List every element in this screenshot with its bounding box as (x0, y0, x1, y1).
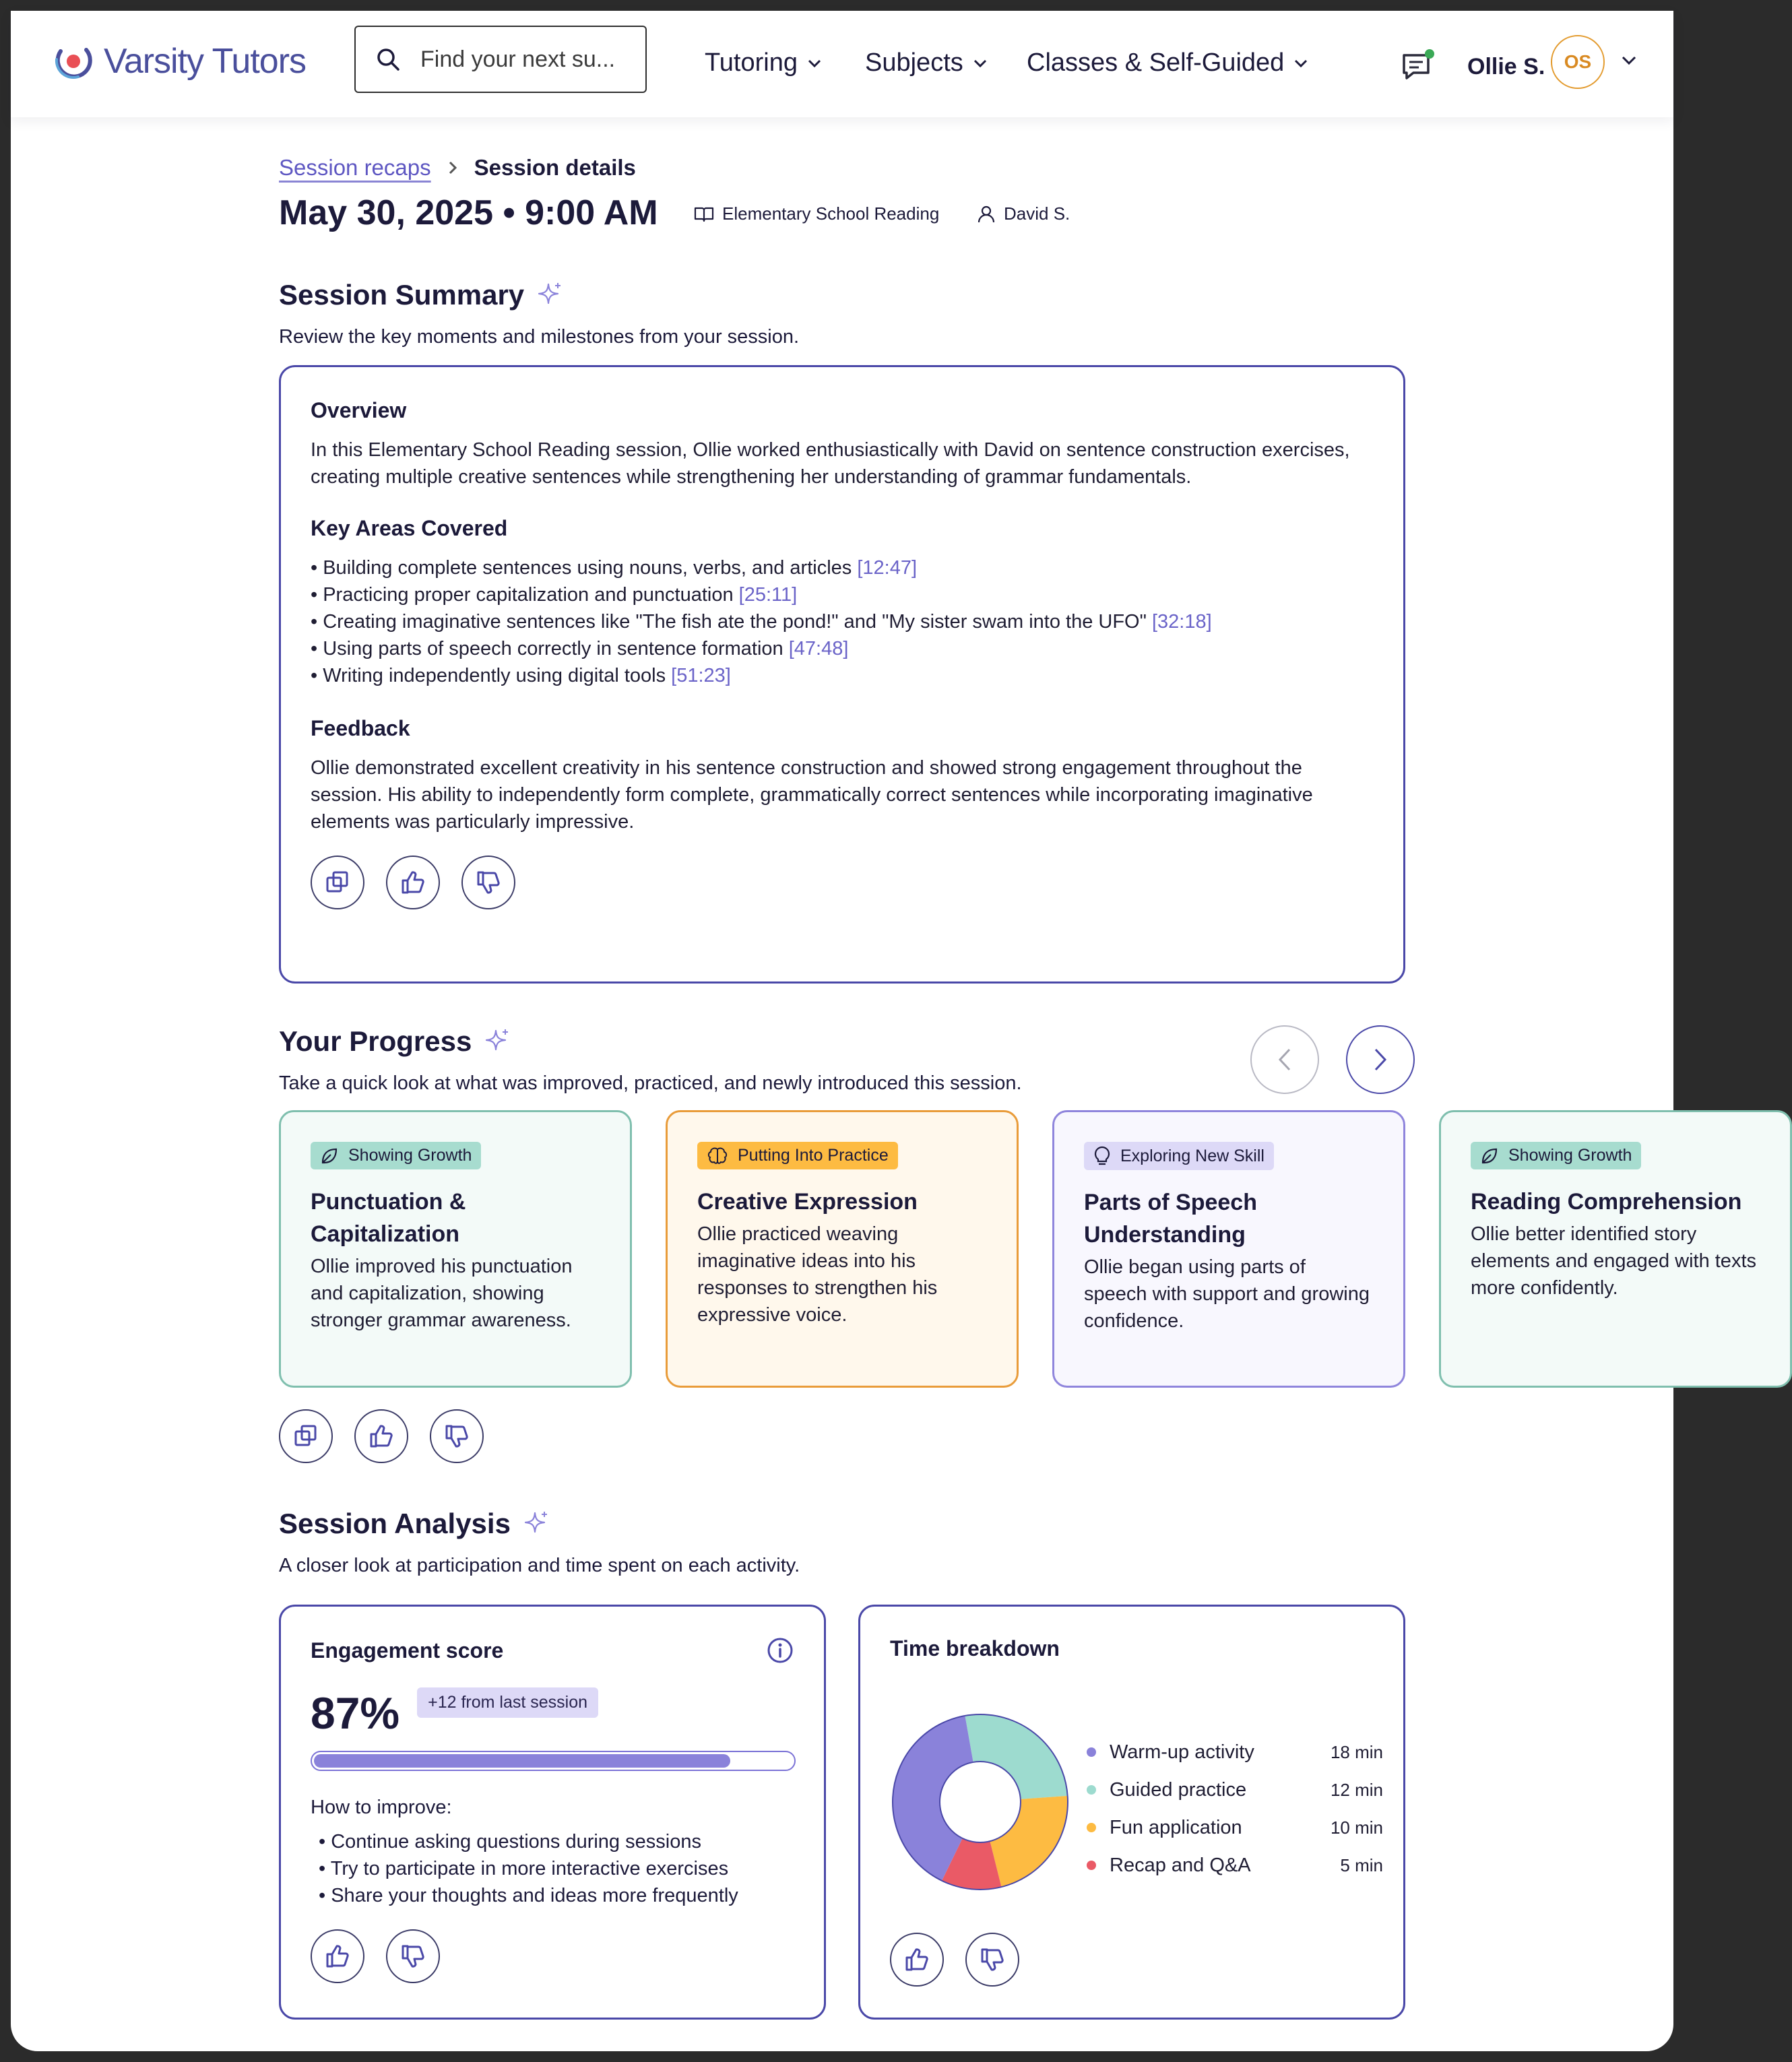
thumbs-down-icon (979, 1946, 1006, 1973)
timestamp-link[interactable]: [12:47] (857, 557, 918, 579)
progress-card-parts-of-speech[interactable] (1052, 1110, 1405, 1388)
list-item: • Writing independently using digital tools [51:23] (311, 662, 1374, 689)
copy-icon (293, 1423, 319, 1449)
progress-subtitle: Take a quick look at what was improved, practiced, and newly introduced this session. (279, 1072, 1022, 1094)
chevron-right-icon (1373, 1047, 1388, 1072)
overview-heading: Overview (311, 398, 407, 422)
legend-dot (1087, 1785, 1096, 1795)
progress-card-title: Punctuation & Capitalization (311, 1189, 466, 1247)
list-item: • Continue asking questions during sessions (319, 1828, 794, 1855)
chevron-down-icon (807, 59, 822, 68)
progress-card-text: Ollie better identified story elements and engaged with texts more confidently. (1471, 1223, 1756, 1299)
legend-item: Guided practice 12 min (1087, 1771, 1383, 1809)
progress-card-text: Ollie began using parts of speech with support and growing confidence. (1084, 1256, 1370, 1332)
nav-classes[interactable] (1027, 49, 1308, 77)
session-tutor (977, 203, 1070, 224)
user-icon (977, 205, 996, 224)
info-icon[interactable] (766, 1636, 794, 1665)
nav-tutoring[interactable] (705, 49, 822, 77)
timestamp-link[interactable]: [47:48] (788, 638, 849, 659)
feedback-text: Ollie demonstrated excellent creativity in his sentence construction and showed strong engagement throughout the session. His ability to independently form complete, grammatically correct sentences while incorporating imaginative elements was particularly impressive. (311, 757, 1313, 833)
status-badge: Putting Into Practice (697, 1142, 898, 1169)
legend-dot (1087, 1823, 1096, 1832)
thumbs-down-icon (399, 1943, 426, 1970)
page-title: May 30, 2025 • 9:00 AM (279, 193, 658, 232)
carousel-prev-button[interactable] (1250, 1025, 1319, 1094)
list-item: • Try to participate in more interactive exercises (319, 1855, 794, 1882)
thumbs-up-button[interactable] (311, 1929, 364, 1983)
progress-card-title: Parts of Speech Understanding (1084, 1190, 1257, 1248)
chevron-down-icon (1293, 59, 1308, 68)
list-item: • Using parts of speech correctly in sentence formation [47:48] (311, 635, 1374, 662)
search-box[interactable] (354, 26, 647, 93)
legend-item: Fun application 10 min (1087, 1809, 1383, 1846)
progress-card-reading[interactable] (1439, 1110, 1792, 1388)
messages-icon[interactable] (1399, 47, 1436, 85)
chevron-left-icon (1277, 1047, 1292, 1072)
list-item: • Share your thoughts and ideas more frequently (319, 1882, 794, 1909)
time-breakdown-title: Time breakdown (890, 1636, 1060, 1661)
leaf-icon (1480, 1147, 1499, 1165)
progress-card-title: Creative Expression (697, 1189, 918, 1215)
thumbs-down-button[interactable] (965, 1933, 1019, 1987)
improve-tips-list (311, 1828, 794, 1909)
timestamp-link[interactable]: [32:18] (1151, 611, 1212, 633)
sparkle-icon (523, 1510, 550, 1537)
legend-item: Warm-up activity 18 min (1087, 1733, 1383, 1771)
legend-dot (1087, 1861, 1096, 1870)
time-legend (1087, 1733, 1383, 1884)
progress-title: Your Progress (279, 1025, 472, 1057)
logo-mark-icon (51, 39, 96, 84)
status-badge: Showing Growth (1471, 1142, 1641, 1169)
sparkle-icon (484, 1028, 511, 1055)
nav-classes-label: Classes & Self-Guided (1027, 49, 1285, 77)
progress-card-title: Reading Comprehension (1471, 1189, 1742, 1215)
legend-dot (1087, 1747, 1096, 1757)
engagement-score: 87% (311, 1688, 400, 1738)
analysis-subtitle: A closer look at participation and time spent on each activity. (279, 1555, 800, 1576)
list-item: • Creating imaginative sentences like "The fish ate the pond!" and "My sister swam into the UFO" [32:18] (311, 608, 1374, 635)
analysis-title: Session Analysis (279, 1508, 511, 1539)
list-item: • Practicing proper capitalization and punctuation [25:11] (311, 581, 1374, 608)
key-areas-list (311, 554, 1374, 689)
time-donut-chart (889, 1710, 1072, 1894)
progress-actions (279, 1409, 484, 1463)
donut-hole (940, 1762, 1021, 1842)
engagement-progress-bar (311, 1751, 796, 1771)
engagement-title: Engagement score (311, 1638, 504, 1663)
top-navbar (11, 11, 1673, 117)
summary-card (279, 365, 1405, 984)
brain-icon (707, 1147, 728, 1165)
engagement-actions (311, 1929, 794, 1983)
overview-text: In this Elementary School Reading session, Ollie worked enthusiastically with David on sentence construction exercises, creating multiple creative sentences while strengthening her understanding of grammar fundamentals. (311, 439, 1350, 488)
progress-card-text: Ollie improved his punctuation and capitalization, showing stronger grammar awareness. (311, 1256, 573, 1331)
engagement-delta-badge: +12 from last session (417, 1687, 598, 1718)
thumbs-down-button[interactable] (430, 1409, 484, 1463)
thumbs-up-icon (903, 1946, 930, 1973)
progress-card-creative[interactable] (666, 1110, 1019, 1388)
brand-name: Varsity Tutors (104, 42, 307, 81)
book-icon (694, 205, 714, 223)
status-badge: Showing Growth (311, 1142, 481, 1169)
progress-heading (279, 1025, 511, 1058)
user-name[interactable]: Ollie S. (1467, 54, 1545, 79)
thumbs-down-icon (443, 1423, 470, 1450)
session-subject (694, 203, 939, 224)
leaf-icon (320, 1147, 339, 1165)
session-tutor-label: David S. (1004, 203, 1070, 224)
status-badge: Exploring New Skill (1084, 1142, 1274, 1170)
list-item: • Building complete sentences using nouns, verbs, and articles [12:47] (311, 554, 1374, 581)
summary-actions (311, 856, 1374, 909)
session-subject-label: Elementary School Reading (722, 203, 940, 224)
thumbs-up-icon (399, 869, 426, 896)
time-breakdown-card (858, 1605, 1405, 2020)
summary-title: Session Summary (279, 279, 525, 311)
chevron-right-icon (447, 160, 458, 175)
copy-button[interactable] (311, 856, 364, 909)
copy-button[interactable] (279, 1409, 333, 1463)
thumbs-down-button[interactable] (386, 1929, 440, 1983)
feedback-heading: Feedback (311, 716, 410, 740)
chevron-down-icon (973, 59, 988, 68)
brand-logo[interactable] (51, 39, 306, 84)
improve-heading: How to improve: (311, 1797, 452, 1818)
summary-heading (279, 279, 563, 311)
avatar[interactable]: OS (1551, 35, 1605, 89)
breadcrumb-session-recaps[interactable]: Session recaps (279, 155, 431, 180)
sparkle-icon (536, 282, 563, 309)
breadcrumb-current: Session details (474, 155, 636, 180)
engagement-card (279, 1605, 826, 2020)
timestamp-link[interactable]: [51:23] (671, 665, 731, 686)
summary-subtitle: Review the key moments and milestones from your session. (279, 326, 800, 348)
legend-item: Recap and Q&A 5 min (1087, 1846, 1383, 1884)
nav-tutoring-label: Tutoring (705, 49, 798, 77)
progress-card-text: Ollie practiced weaving imaginative ideas into his responses to strengthen his expressive voice. (697, 1223, 938, 1326)
progress-card-punctuation[interactable] (279, 1110, 632, 1388)
time-actions (890, 1933, 1019, 1987)
search-icon (376, 47, 400, 71)
thumbs-up-icon (324, 1943, 351, 1970)
timestamp-link[interactable]: [25:11] (738, 584, 798, 606)
nav-subjects-label: Subjects (865, 49, 963, 77)
carousel-next-button[interactable] (1346, 1025, 1415, 1094)
thumbs-up-button[interactable] (890, 1933, 944, 1987)
thumbs-up-button[interactable] (386, 856, 440, 909)
lightbulb-icon (1093, 1146, 1111, 1166)
thumbs-up-icon (368, 1423, 395, 1450)
analysis-heading (279, 1508, 550, 1540)
thumbs-down-button[interactable] (461, 856, 515, 909)
nav-subjects[interactable] (865, 49, 988, 77)
thumbs-up-button[interactable] (354, 1409, 408, 1463)
copy-icon (325, 870, 350, 895)
app-window (11, 11, 1756, 2051)
key-areas-heading: Key Areas Covered (311, 516, 508, 540)
engagement-progress-fill (314, 1754, 730, 1768)
search-input[interactable]: Find your next su... (420, 46, 616, 72)
thumbs-down-icon (475, 869, 502, 896)
breadcrumb (279, 155, 636, 181)
chevron-down-icon[interactable] (1621, 55, 1637, 66)
